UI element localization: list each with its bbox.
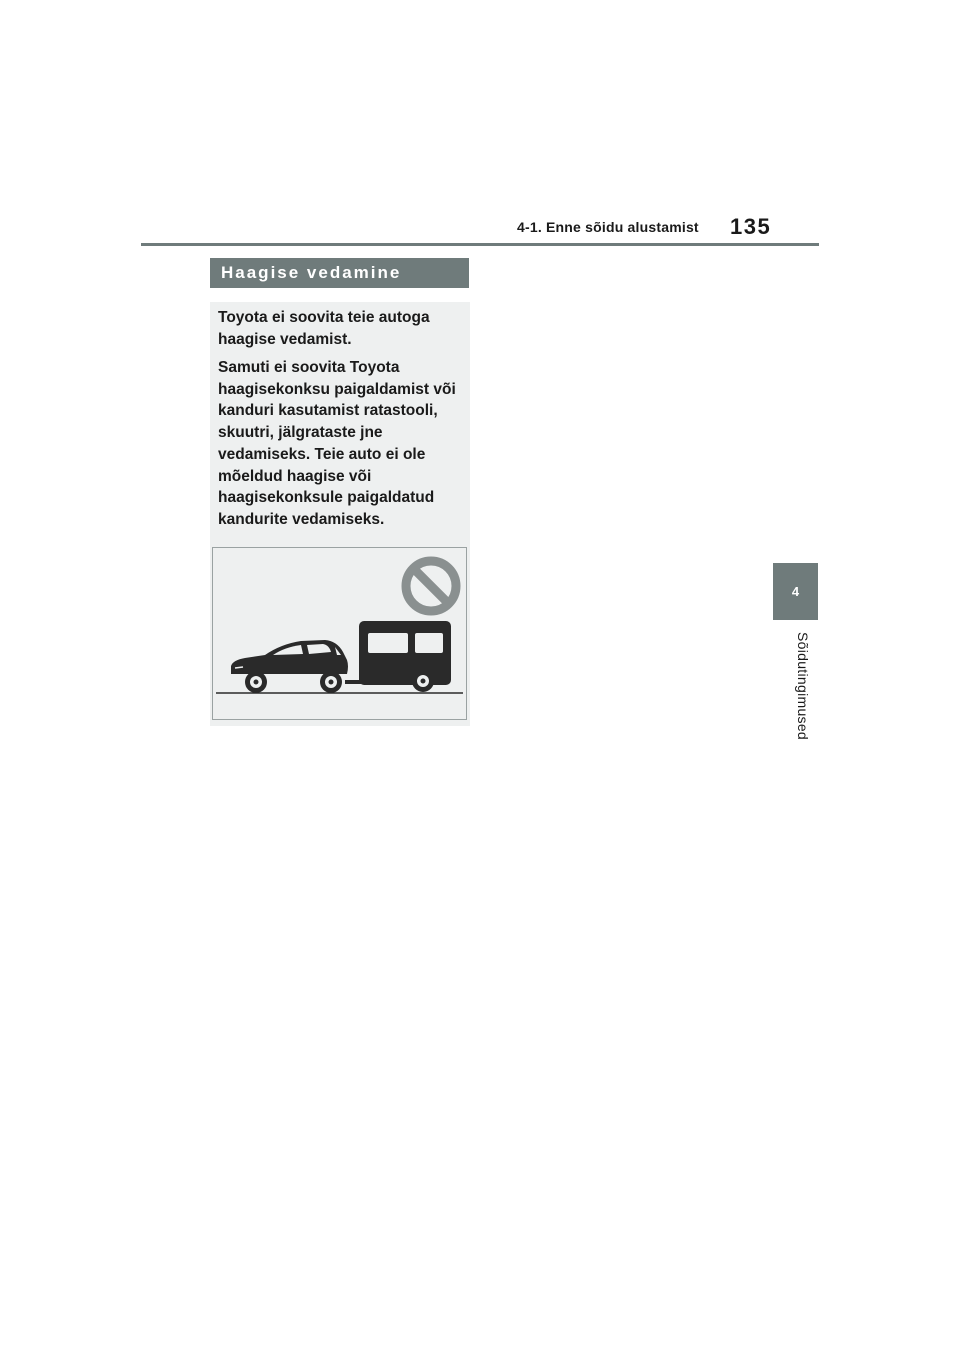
towing-illustration-svg (213, 548, 466, 719)
towing-illustration (212, 547, 467, 720)
page-number: 135 (730, 214, 772, 239)
paragraph-2: Samuti ei soovita Toyota haagisekonksu paigaldamist või kanduri kasutamist ratastooli, skuutri, jälgrataste jne vedamiseks. Teie auto ei ole mõeldud haagise või haagisekonksule paigaldatud kandurite vedamiseks. (218, 359, 456, 528)
chapter-number: 4 (791, 584, 800, 599)
car-icon (231, 640, 348, 693)
header-rule (141, 243, 819, 246)
header-section-title: 4-1. Enne sõidu alustamist (517, 219, 699, 235)
trailer-icon (345, 621, 451, 692)
section-title-bar (210, 258, 469, 288)
chapter-tab (773, 563, 818, 620)
prohibition-icon (406, 561, 456, 611)
section-title: Haagise vedamine (221, 263, 402, 282)
paragraph-1: Toyota ei soovita teie autoga haagise vedamist. (218, 309, 430, 348)
chapter-label: Sõidutingimused (795, 632, 811, 741)
